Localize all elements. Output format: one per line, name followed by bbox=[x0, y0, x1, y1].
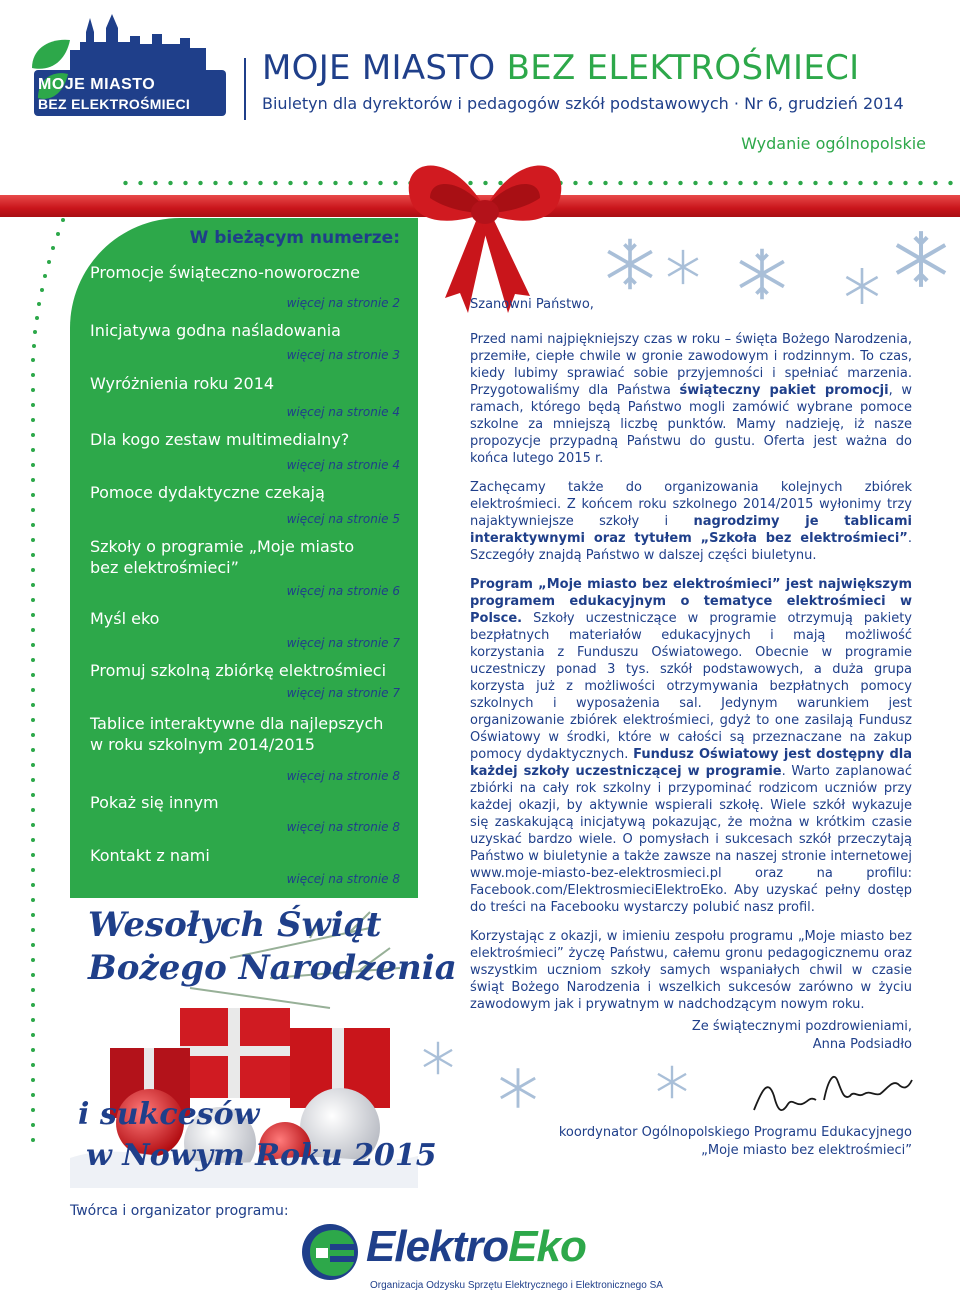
header-divider bbox=[244, 58, 246, 120]
snowflake-icon bbox=[420, 1040, 456, 1076]
toc-item-title: Myśl eko bbox=[90, 609, 160, 628]
wish-line-2: Bożego Narodzenia bbox=[88, 948, 457, 988]
snowflake-icon bbox=[496, 1066, 540, 1110]
toc-item[interactable] bbox=[90, 373, 400, 419]
toc-item-page: więcej na stronie 8 bbox=[286, 872, 400, 886]
elektroeko-logo-icon bbox=[300, 1222, 360, 1282]
toc-item-page: więcej na stronie 7 bbox=[286, 686, 400, 700]
brand-part-1: Elektro bbox=[366, 1222, 509, 1271]
wish-line-4: w Nowym Roku 2015 bbox=[86, 1138, 437, 1173]
toc-item-title: Szkoły o programie „Moje miasto bez elektrośmieci” bbox=[90, 537, 355, 577]
toc-item-page: więcej na stronie 5 bbox=[286, 512, 400, 526]
toc-item-title: Tablice interaktywne dla najlepszych w roku szkolnym 2014/2015 bbox=[90, 714, 384, 754]
letter-paragraph-3 bbox=[470, 576, 912, 916]
toc-item-page: więcej na stronie 6 bbox=[286, 584, 400, 598]
closing-line: Ze świątecznymi pozdrowieniami, bbox=[691, 1019, 912, 1034]
text-run: . Szczegóły znajdą Państwo w dalszej części biuletynu. bbox=[470, 531, 912, 563]
wish-line-1: Wesołych Świąt bbox=[88, 905, 382, 945]
toc-item-page: więcej na stronie 4 bbox=[286, 405, 400, 419]
toc-item-title: Inicjatywa godna naśladowania bbox=[90, 321, 341, 340]
elektroeko-wordmark bbox=[366, 1222, 586, 1272]
toc-item[interactable] bbox=[90, 608, 400, 650]
title-part-navy: MOJE MIASTO bbox=[262, 48, 496, 88]
edition-label: Wydanie ogólnopolskie bbox=[741, 134, 926, 153]
toc-item[interactable] bbox=[90, 320, 400, 362]
toc-item-page: więcej na stronie 4 bbox=[286, 458, 400, 472]
gift-bow-icon bbox=[390, 128, 580, 318]
toc-item[interactable] bbox=[90, 792, 400, 834]
logo-text-line1: MOJE MIASTO bbox=[38, 76, 156, 93]
elektroeko-tagline: Organizacja Odzysku Sprzętu Elektrycznego i Elektronicznego SA bbox=[370, 1280, 663, 1291]
toc-item-page: więcej na stronie 2 bbox=[286, 296, 400, 310]
logo-text-line2: BEZ ELEKTROŚMIECI bbox=[38, 96, 191, 112]
snowflake-icon bbox=[602, 236, 658, 292]
toc-item[interactable] bbox=[90, 845, 400, 886]
page-title bbox=[262, 48, 859, 88]
dotted-arc-left bbox=[24, 200, 72, 1160]
text-run-bold: Program „Moje miasto bez elektrośmieci” jest największym programem edukacyjnym o tematyce elektrośmieci w Polsce. bbox=[470, 577, 912, 626]
text-run: Szkoły uczestniczące w programie otrzymują pakiety bezpłatnych materiałów edukacyjnych i mają możliwość korzystania z Funduszu Oświatowego. Obecnie w programie uczestniczy ponad 3 tys. szkół podstawowych, a duża grupa korzysta już z możliwości otrzymywania bezpłatnych pomocy szkolnych i wyposażenia sal. Jedynym warunkiem jest organizowanie zbiórek elektrośmieci, gdyż to one zasilają Fundusz Oświatowy w środki, które w całości są przeznaczane na zakup pomocy dydaktycznych. bbox=[470, 611, 912, 762]
coordinator-program: „Moje miasto bez elektrośmieci” bbox=[701, 1143, 912, 1158]
snowflake-icon bbox=[664, 248, 702, 286]
toc-heading: W bieżącym numerze: bbox=[189, 228, 400, 248]
toc-item-page: więcej na stronie 7 bbox=[286, 636, 400, 650]
text-run: . Warto zaplanować zbiórki na cały rok szkolny i przypominać rodzicom uczniów przy każdej okazji, by aktywnie wspierali szkołę. Wiele szkół wykazuje się zaskakującą inicjatywą pokazując, że można w krótkim czasie uzyskać bardzo wiele. O pomysłach i sukcesach szkół przeczytają Państwo w biuletynie a także zawsze na naszej stronie internetowej www.moje-miasto-bez-elektrosmieci.pl oraz na profilu: Facebook.com/ElektrosmieciElektroEko. Aby uzyskać pełny dostęp do treści na Facebooku wystarczy polubić nasz profil. bbox=[470, 764, 913, 915]
toc-item-title: Dla kogo zestaw multimedialny? bbox=[90, 430, 350, 449]
toc-item-title: Promocje świąteczno-noworoczne bbox=[90, 263, 360, 282]
text-run: Zachęcamy także do organizowania kolejnych zbiórek elektrośmieci. Z końcem roku szkolnego 2014/2015 wyłonimy trzy najaktywniejsze szkoły i bbox=[470, 480, 912, 529]
toc-item-title: Kontakt z nami bbox=[90, 846, 210, 865]
handwritten-signature bbox=[748, 1060, 918, 1130]
toc-item-page: więcej na stronie 8 bbox=[286, 820, 400, 834]
text-run: , w ramach, którego będą Państwo mogli zamówić wybrane pomoce szkolne za mniejszą liczbę punktów. Mamy nadzieję, iż nasze propozycje przypadną Państwu do gustu. Oferta jest ważna do końca lutego 2015 r. bbox=[470, 383, 912, 466]
snowflake-icon bbox=[654, 1064, 690, 1100]
snowflake-icon bbox=[890, 228, 952, 290]
snowflake-icon bbox=[734, 246, 790, 302]
signatory-name: Anna Podsiadło bbox=[812, 1037, 912, 1052]
toc-item-title: Pomoce dydaktyczne czekają bbox=[90, 483, 325, 502]
toc-item[interactable] bbox=[90, 429, 400, 472]
wish-line-3: i sukcesów bbox=[78, 1097, 260, 1132]
coordinator-block bbox=[559, 1124, 912, 1160]
text-run-bold: Fundusz Oświatowy jest dostępny dla każdej szkoły uczestniczącej w programie bbox=[470, 747, 912, 779]
page-subtitle: Biuletyn dla dyrektorów i pedagogów szkół podstawowych · Nr 6, grudzień 2014 bbox=[262, 94, 904, 113]
toc-item-title: Promuj szkolną zbiórkę elektrośmieci bbox=[90, 661, 387, 680]
letter-paragraph-4: Korzystając z okazji, w imieniu zespołu programu „Moje miasto bez elektrośmieci” życzę Państwu, całemu gronu pedagogicznemu oraz wszystkim uczniom szkoły samych wspaniałych chwil w czasie świąt Bożego Narodzenia i wszelkich sukcesów zarówno w życiu zawodowym jak i prywatnym w nadchodzącym nowym roku. bbox=[470, 929, 912, 1012]
text-run-bold: świąteczny pakiet promocji bbox=[679, 383, 889, 398]
toc-item[interactable] bbox=[90, 713, 400, 783]
toc-item[interactable] bbox=[90, 660, 400, 700]
toc-item-page: więcej na stronie 8 bbox=[286, 769, 400, 783]
closing-block bbox=[692, 1018, 912, 1054]
toc-item[interactable] bbox=[90, 536, 400, 598]
toc-item-title: Pokaż się innym bbox=[90, 793, 219, 812]
toc-item-page: więcej na stronie 3 bbox=[286, 348, 400, 362]
letter-greeting: Szanowni Państwo, bbox=[470, 297, 594, 312]
toc-item[interactable] bbox=[90, 482, 400, 526]
title-part-green: BEZ ELEKTROŚMIECI bbox=[506, 48, 860, 88]
text-run-bold: nagrodzimy je tablicami interaktywnymi oraz tytułem „Szkoła bez elektrośmieci” bbox=[470, 514, 912, 546]
coordinator-title: koordynator Ogólnopolskiego Programu Edukacyjnego bbox=[558, 1125, 912, 1140]
brand-part-2: Eko bbox=[508, 1222, 586, 1271]
letter-body bbox=[470, 296, 912, 1025]
text-run: Przed nami najpiękniejszy czas w roku – święta Bożego Narodzenia, przemiłe, ciepłe chwile w gronie zawodowym i rodzinnym. To czas, kiedy lubimy sprawiać sobie przyjemności i spełniać marzenia. Przygotowaliśmy dla Państwa bbox=[470, 332, 912, 398]
creator-label: Twórca i organizator programu: bbox=[70, 1203, 289, 1219]
letter-paragraph-1 bbox=[470, 331, 912, 467]
toc-item-title: Wyróżnienia roku 2014 bbox=[90, 374, 275, 393]
letter-paragraph-2 bbox=[470, 479, 912, 564]
toc-item[interactable] bbox=[90, 262, 400, 310]
